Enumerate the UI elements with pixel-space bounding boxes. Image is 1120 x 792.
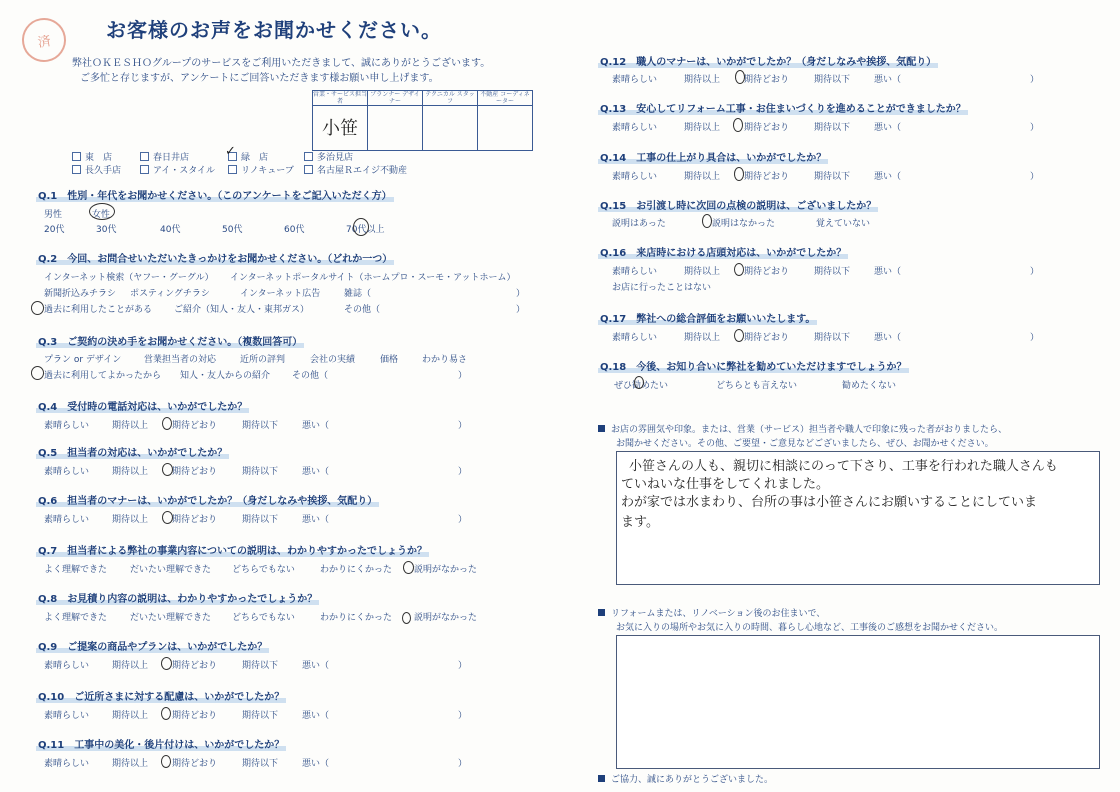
q1-opt-20s[interactable]: 20代: [44, 225, 65, 235]
comments-box-2[interactable]: [616, 635, 1100, 769]
branch-nagakute[interactable]: 長久手店: [72, 163, 121, 176]
comments2-label-2: お気に入りの場所やお気に入りの時間、暮らし心地など、工事後のご感想をお聞かせください。: [616, 623, 1004, 633]
q2-opt-netad[interactable]: インターネット広告: [240, 289, 321, 299]
answer-circle-icon: [402, 612, 411, 624]
answer-circle-icon: [403, 561, 414, 574]
q16-opt-bad[interactable]: 悪い（: [874, 267, 902, 277]
square-bullet-icon: [598, 775, 605, 782]
answer-circle-icon: [733, 118, 743, 132]
answer-circle-icon: [161, 755, 171, 768]
q9-opt-bad[interactable]: 悪い（: [302, 661, 330, 671]
q12-opt-bad[interactable]: 悪い（: [874, 75, 902, 85]
q8-opt-neither[interactable]: どちらでもない: [232, 613, 295, 623]
branch-kasugai[interactable]: 春日井店: [140, 150, 189, 163]
q9-opt-above[interactable]: 期待以上: [112, 661, 149, 671]
q3-opt-plan[interactable]: プラン or デザイン: [44, 355, 122, 365]
branch-istyle[interactable]: アイ・スタイル: [140, 163, 215, 176]
q18-opt-neutral[interactable]: どちらとも言えない: [716, 381, 798, 391]
q10-opt-excellent[interactable]: 素晴らしい: [44, 711, 90, 721]
q11-paren-close: ）: [458, 759, 468, 769]
handwritten-line-2: ていねいな仕事をしてくれました。: [621, 477, 830, 492]
q17-opt-below[interactable]: 期待以下: [814, 333, 851, 343]
q13-opt-asexpected[interactable]: 期待どおり: [744, 123, 790, 133]
q13-opt-above[interactable]: 期待以上: [684, 123, 721, 133]
handwritten-line-3: わが家では水まわり、台所の事は小笹さんにお願いすることにしていま: [621, 495, 1038, 510]
q11-opt-bad[interactable]: 悪い（: [302, 759, 330, 769]
q6-paren-close: ）: [458, 515, 468, 525]
q2-opt-magazine[interactable]: 雑誌（: [344, 289, 372, 299]
staff-value-realestate[interactable]: [478, 106, 533, 151]
q18-heading: Q.18 今後、お知り合いに弊社を勧めていただけますでしょうか？: [600, 362, 907, 373]
checkbox-icon[interactable]: [304, 152, 313, 161]
q10-heading: Q.10 ご近所さまに対する配慮は、いかがでしたか？: [38, 692, 285, 703]
q7-opt-neither[interactable]: どちらでもない: [232, 565, 295, 575]
q15-opt-no[interactable]: 説明はなかった: [712, 219, 776, 229]
q7-opt-hard[interactable]: わかりにくかった: [320, 565, 393, 575]
q11-opt-below[interactable]: 期待以下: [242, 759, 279, 769]
q9-opt-below[interactable]: 期待以下: [242, 661, 279, 671]
q7-opt-mostly[interactable]: だいたい理解できた: [130, 565, 212, 575]
q16-opt-asexpected[interactable]: 期待どおり: [744, 267, 790, 277]
q16-heading: Q.16 来店時における店頭対応は、いかがでしたか？: [600, 248, 847, 259]
staff-table: [312, 90, 533, 151]
q14-heading: Q.14 工事の仕上がり具合は、いかがでしたか？: [600, 153, 827, 164]
q13-heading: Q.13 安心してリフォーム工事・お住まいづくりを進めることができましたか？: [600, 104, 966, 115]
q1-opt-40s[interactable]: 40代: [160, 225, 181, 235]
q17-opt-asexpected[interactable]: 期待どおり: [744, 333, 790, 343]
square-bullet-icon: [598, 609, 605, 616]
received-stamp: 済: [19, 15, 70, 66]
q2-paren-close-2: ）: [516, 305, 526, 315]
intro-line-2: ご多忙と存じますが、アンケートにご回答いただきます様お願い申し上げます。: [80, 73, 439, 84]
staff-value-planner[interactable]: [368, 106, 423, 151]
q5-opt-excellent[interactable]: 素晴らしい: [44, 467, 90, 477]
q3-opt-past[interactable]: 過去に利用してよかったから: [44, 371, 162, 381]
page-title: お客様のお声をお聞かせください。: [106, 18, 442, 42]
q12-opt-below[interactable]: 期待以下: [814, 75, 851, 85]
q13-opt-bad[interactable]: 悪い（: [874, 123, 902, 133]
q15-opt-yes[interactable]: 説明はあった: [612, 219, 666, 229]
staff-header-realestate: 不動産 コーディネーター: [478, 91, 533, 106]
intro-line-1: 弊社ＯＫＥＳＨＯグループのサービスをご利用いただきまして、誠にありがとうございます。: [72, 58, 491, 69]
checkbox-icon[interactable]: [140, 152, 149, 161]
q9-heading: Q.9 ご提案の商品やプランは、いかがでしたか？: [38, 642, 268, 653]
answer-circle-icon: [702, 214, 712, 228]
q17-opt-excellent[interactable]: 素晴らしい: [612, 333, 658, 343]
checkbox-icon[interactable]: [304, 165, 313, 174]
q2-opt-portal[interactable]: インターネットポータルサイト（ホームプロ・スーモ・アットホーム）: [230, 273, 516, 283]
q4-opt-excellent[interactable]: 素晴らしい: [44, 421, 90, 431]
q14-paren-close: ）: [1030, 172, 1040, 182]
q10-opt-bad[interactable]: 悪い（: [302, 711, 330, 721]
q12-opt-above[interactable]: 期待以上: [684, 75, 721, 85]
comments-label-2: お聞かせください。その他、ご要望・ご意見などございましたら、ぜひ、お聞かせください。: [616, 439, 994, 449]
checkbox-icon[interactable]: [140, 165, 149, 174]
q16-opt-excellent[interactable]: 素晴らしい: [612, 267, 658, 277]
q5-heading: Q.5 担当者の対応は、いかがでしたか？: [38, 448, 228, 459]
handwritten-line-4: ます。: [621, 515, 659, 530]
q16-opt-nevervisited[interactable]: お店に行ったことはない: [612, 283, 712, 293]
q3-opt-price[interactable]: 価格: [380, 355, 399, 365]
q11-opt-excellent[interactable]: 素晴らしい: [44, 759, 90, 769]
answer-circle-icon: [161, 657, 172, 670]
q2-opt-past[interactable]: 過去に利用したことがある: [44, 305, 153, 315]
q14-opt-below[interactable]: 期待以下: [814, 172, 851, 182]
q11-opt-asexpected[interactable]: 期待どおり: [172, 759, 218, 769]
q13-opt-excellent[interactable]: 素晴らしい: [612, 123, 658, 133]
q4-paren-close: ）: [458, 421, 468, 431]
q9-paren-close: ）: [458, 661, 468, 671]
q7-heading: Q.7 担当者による弊社の事業内容についての説明は、わかりやすかったでしょうか？: [38, 546, 428, 557]
q6-opt-above[interactable]: 期待以上: [112, 515, 149, 525]
q13-paren-close: ）: [1030, 123, 1040, 133]
answer-circle-icon: [634, 376, 644, 389]
q2-opt-other[interactable]: その他（: [344, 305, 381, 315]
q12-paren-close: ）: [1030, 75, 1040, 85]
thanks-message: ご協力、誠にありがとうございました。: [598, 772, 773, 785]
q3-opt-other[interactable]: その他（: [292, 371, 329, 381]
q17-opt-above[interactable]: 期待以上: [684, 333, 721, 343]
q10-opt-below[interactable]: 期待以下: [242, 711, 279, 721]
q17-heading: Q.17 弊社への総合評価をお願いいたします。: [600, 314, 816, 325]
q2-opt-search[interactable]: インターネット検索（ヤフー・グーグル）: [44, 273, 214, 283]
answer-circle-icon: [735, 70, 745, 84]
q9-opt-asexpected[interactable]: 期待どおり: [172, 661, 218, 671]
branch-east[interactable]: 東 店: [72, 150, 112, 163]
staff-header-technical: テクニカル スタッフ: [423, 91, 478, 106]
q3-paren-close: ）: [458, 371, 468, 381]
q6-opt-bad[interactable]: 悪い（: [302, 515, 330, 525]
q3-heading: Q.3 ご契約の決め手をお聞かせください。（複数回答可）: [38, 337, 303, 348]
checkbox-icon[interactable]: [72, 152, 81, 161]
q3-opt-clarity[interactable]: わかり易さ: [422, 355, 468, 365]
branch-nagoya-rage[interactable]: 名古屋Ｒエイジ不動産: [304, 163, 407, 176]
answer-circle-icon: [89, 203, 115, 220]
answer-circle-icon: [162, 511, 173, 524]
answer-circle-icon: [31, 366, 44, 380]
q16-paren-close: ）: [1030, 267, 1040, 277]
q4-heading: Q.4 受付時の電話対応は、いかがでしたか？: [38, 402, 248, 413]
q10-opt-above[interactable]: 期待以上: [112, 711, 149, 721]
q11-opt-above[interactable]: 期待以上: [112, 759, 149, 769]
comments-box-1[interactable]: [616, 451, 1100, 585]
q4-opt-above[interactable]: 期待以上: [112, 421, 149, 431]
q2-paren-close: ）: [516, 289, 526, 299]
q6-opt-asexpected[interactable]: 期待どおり: [172, 515, 218, 525]
q5-opt-below[interactable]: 期待以下: [242, 467, 279, 477]
q14-opt-excellent[interactable]: 素晴らしい: [612, 172, 658, 182]
q17-opt-bad[interactable]: 悪い（: [874, 333, 902, 343]
q1-opt-50s[interactable]: 50代: [222, 225, 243, 235]
q12-opt-excellent[interactable]: 素晴らしい: [612, 75, 658, 85]
q14-opt-bad[interactable]: 悪い（: [874, 172, 902, 182]
q6-opt-below[interactable]: 期待以下: [242, 515, 279, 525]
checkbox-icon[interactable]: [72, 165, 81, 174]
branch-midori[interactable]: 緑 店: [228, 150, 268, 163]
q6-heading: Q.6 担当者のマナーは、いかがでしたか？（身だしなみや挨拶、気配り）: [38, 496, 378, 507]
q1-opt-30s[interactable]: 30代: [96, 225, 117, 235]
q2-opt-newspaper[interactable]: 新聞折込みチラシ: [44, 289, 117, 299]
q8-heading: Q.8 お見積り内容の説明は、わかりやすかったでしょうか？: [38, 594, 318, 605]
q7-opt-well[interactable]: よく理解できた: [44, 565, 108, 575]
square-bullet-icon: [598, 425, 605, 432]
staff-value-technical[interactable]: [423, 106, 478, 151]
q8-opt-none[interactable]: 説明がなかった: [414, 613, 478, 623]
answer-circle-icon: [734, 263, 744, 276]
answer-circle-icon: [734, 329, 744, 342]
q12-heading: Q.12 職人のマナーは、いかがでしたか？（身だしなみや挨拶、気配り）: [600, 57, 937, 68]
staff-value-sales[interactable]: 小笹: [313, 106, 368, 151]
q16-opt-above[interactable]: 期待以上: [684, 267, 721, 277]
q3-opt-reputation[interactable]: 近所の評判: [240, 355, 286, 365]
q1-opt-female[interactable]: 女性: [92, 210, 111, 220]
q18-opt-norecommend[interactable]: 勧めたくない: [842, 381, 897, 391]
q18-opt-recommend[interactable]: ぜひ勧めたい: [614, 381, 669, 391]
q5-opt-bad[interactable]: 悪い（: [302, 467, 330, 477]
q5-opt-above[interactable]: 期待以上: [112, 467, 149, 477]
q3-opt-staff[interactable]: 営業担当者の対応: [144, 355, 217, 365]
answer-circle-icon: [353, 218, 369, 236]
q14-opt-above[interactable]: 期待以上: [684, 172, 721, 182]
check-mark-icon: ✓: [225, 144, 236, 159]
q8-opt-well[interactable]: よく理解できた: [44, 613, 108, 623]
q1-opt-60s[interactable]: 60代: [284, 225, 305, 235]
q2-opt-posting[interactable]: ポスティングチラシ: [130, 289, 210, 299]
answer-circle-icon: [734, 167, 744, 181]
q16-opt-below[interactable]: 期待以下: [814, 267, 851, 277]
answer-circle-icon: [162, 463, 173, 476]
q7-opt-none[interactable]: 説明がなかった: [414, 565, 478, 575]
q15-heading: Q.15 お引渡し時に次回の点検の説明は、ございましたか？: [600, 201, 877, 212]
q15-opt-dontremember[interactable]: 覚えていない: [816, 219, 871, 229]
q10-paren-close: ）: [458, 711, 468, 721]
q4-opt-asexpected[interactable]: 期待どおり: [172, 421, 218, 431]
q4-opt-bad[interactable]: 悪い（: [302, 421, 330, 431]
q1-opt-70s[interactable]: 70代以上: [346, 225, 385, 235]
q5-paren-close: ）: [458, 467, 468, 477]
q5-opt-asexpected[interactable]: 期待どおり: [172, 467, 218, 477]
q3-opt-friend[interactable]: 知人・友人からの紹介: [180, 371, 271, 381]
comments-label-1: お店の雰囲気や印象。または、営業（サービス）担当者や職人で印象に残った者がおりましたら、: [598, 422, 1007, 435]
q2-heading: Q.2 今回、お問合せいただいたきっかけをお聞かせください。（どれか一つ）: [38, 254, 393, 265]
q13-opt-below[interactable]: 期待以下: [814, 123, 851, 133]
q1-heading: Q.1 性別・年代をお聞かせください。（このアンケートをご記入いただく方）: [38, 191, 392, 202]
q8-opt-mostly[interactable]: だいたい理解できた: [130, 613, 212, 623]
q9-opt-excellent[interactable]: 素晴らしい: [44, 661, 90, 671]
q4-opt-below[interactable]: 期待以下: [242, 421, 279, 431]
checkbox-icon[interactable]: [228, 165, 237, 174]
answer-circle-icon: [31, 301, 44, 315]
branch-tajimi[interactable]: 多治見店: [304, 150, 353, 163]
q6-opt-excellent[interactable]: 素晴らしい: [44, 515, 90, 525]
q17-paren-close: ）: [1030, 333, 1040, 343]
answer-circle-icon: [161, 707, 171, 720]
q10-opt-asexpected[interactable]: 期待どおり: [172, 711, 218, 721]
comments2-label-1: リフォームまたは、リノベーション後のお住まいで、: [598, 606, 825, 619]
branch-renocube[interactable]: リノキューブ: [228, 163, 294, 176]
q14-opt-asexpected[interactable]: 期待どおり: [744, 172, 790, 182]
answer-circle-icon: [162, 417, 172, 430]
q2-opt-referral[interactable]: ご紹介（知人・友人・東邦ガス）: [174, 305, 310, 315]
q11-heading: Q.11 工事中の美化・後片付けは、いかがでしたか？: [38, 740, 285, 751]
q3-opt-track[interactable]: 会社の実績: [310, 355, 356, 365]
handwritten-line-1: 小笹さんの人も、親切に相談にのって下さり、工事を行われた職人さんも: [629, 459, 1058, 474]
staff-header-sales: 営業・サービス担当者: [313, 91, 368, 105]
q1-opt-male[interactable]: 男性: [44, 210, 63, 220]
staff-header-planner: プランナー デザイナー: [368, 91, 423, 106]
q8-opt-hard[interactable]: わかりにくかった: [320, 613, 393, 623]
q12-opt-asexpected[interactable]: 期待どおり: [744, 75, 790, 85]
